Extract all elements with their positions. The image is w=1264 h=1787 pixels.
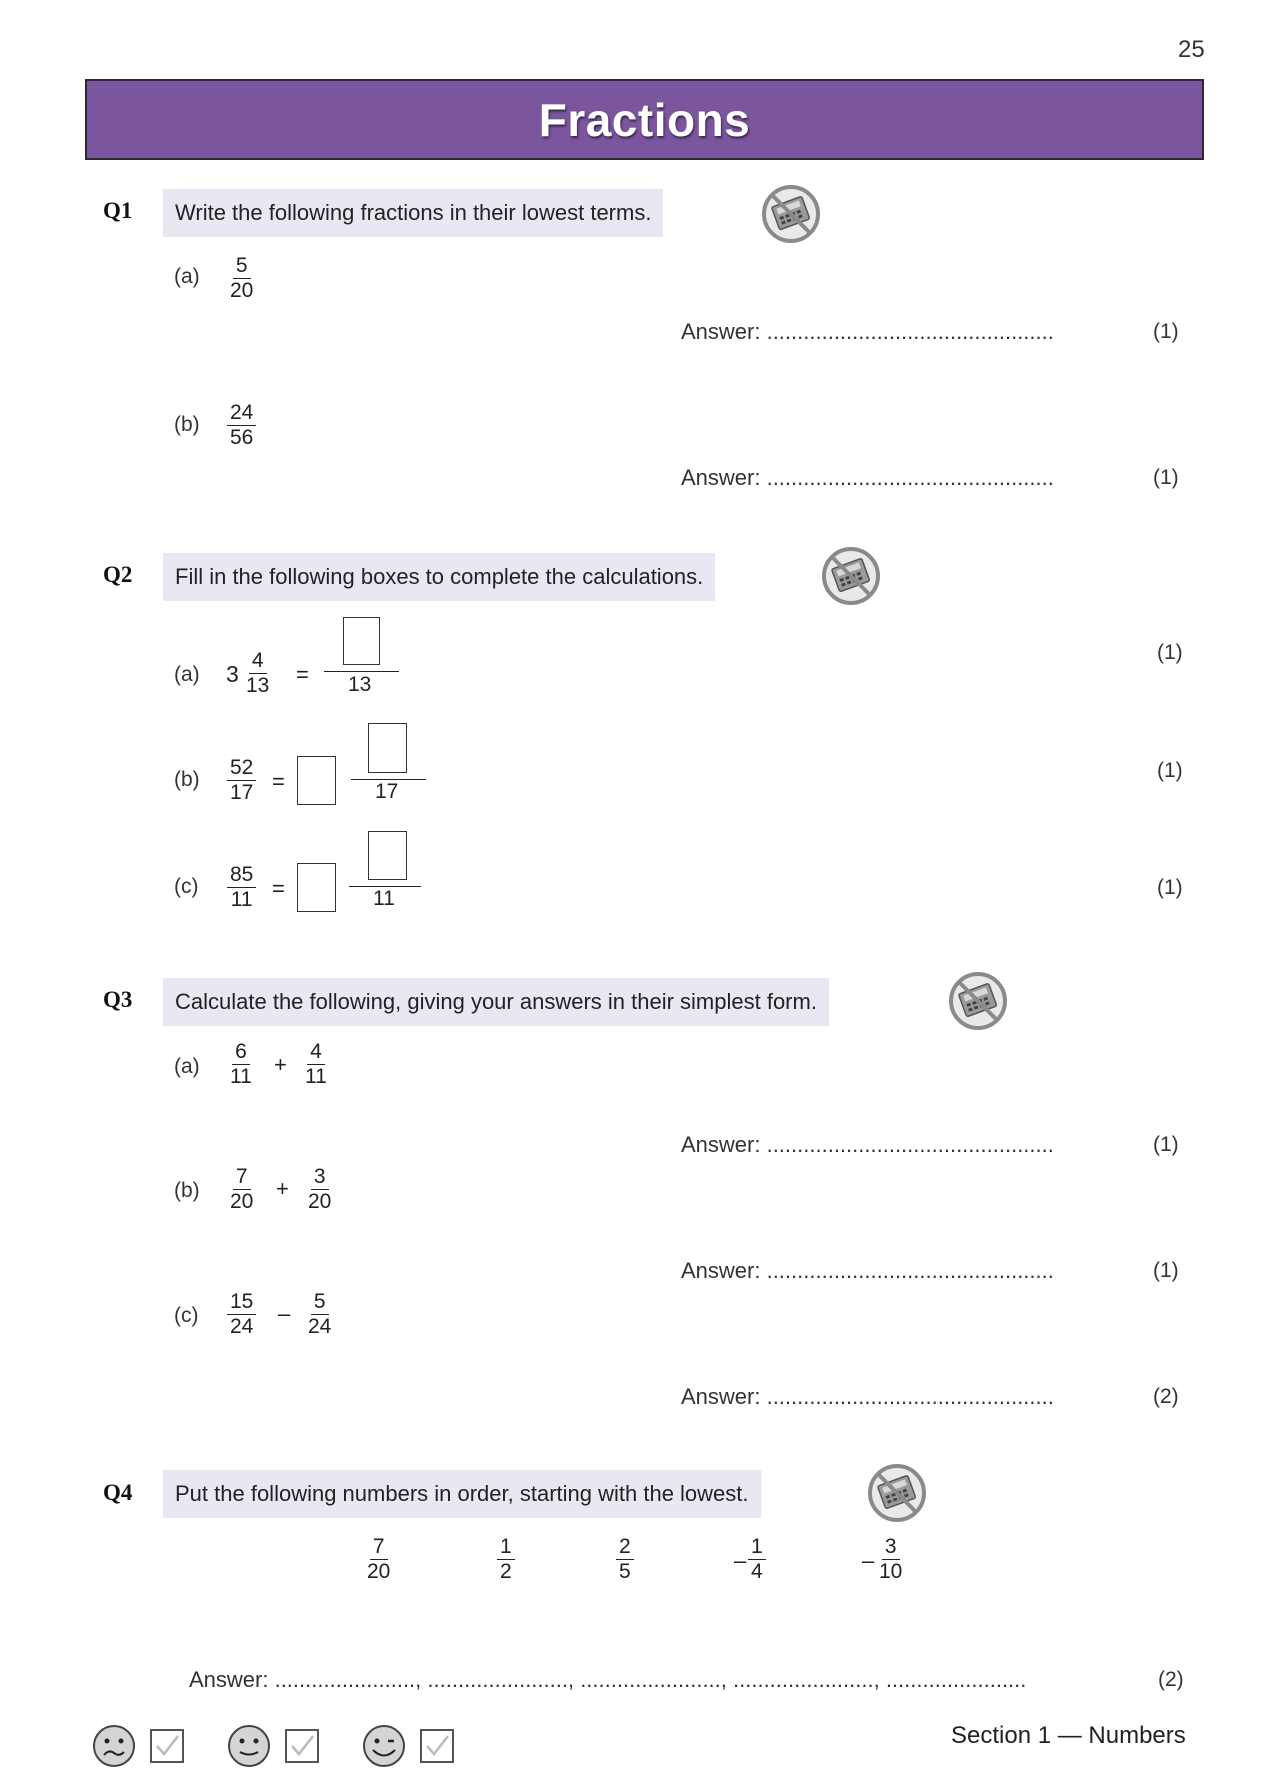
q3-part-a-label: (a) bbox=[174, 1055, 200, 1078]
q3-number: Q3 bbox=[103, 987, 133, 1012]
page-number: 25 bbox=[1178, 36, 1205, 63]
q2-number: Q2 bbox=[103, 562, 133, 587]
q2-part-c-fraction bbox=[227, 864, 256, 911]
numerator: 2 bbox=[616, 1536, 634, 1560]
q4-number-4 bbox=[748, 1536, 766, 1583]
q4-instruction: Put the following numbers in order, starting with the lowest. bbox=[163, 1470, 761, 1518]
numerator: 3 bbox=[311, 1166, 329, 1190]
q3-part-c-label: (c) bbox=[174, 1304, 199, 1327]
q1-part-b-answer-line[interactable]: Answer: ............................................... bbox=[681, 465, 1054, 490]
sad-face-icon[interactable] bbox=[91, 1723, 137, 1769]
equals-sign: = bbox=[296, 662, 309, 687]
q1-part-b-label: (b) bbox=[174, 413, 200, 436]
denominator: 10 bbox=[879, 1560, 903, 1583]
checkbox-happy[interactable] bbox=[419, 1728, 455, 1764]
q3-part-b-marks: (1) bbox=[1153, 1259, 1179, 1282]
no-calculator-icon bbox=[820, 545, 882, 607]
no-calculator-icon bbox=[760, 183, 822, 245]
denominator: 11 bbox=[230, 1065, 252, 1088]
denominator: 5 bbox=[619, 1560, 631, 1583]
q2-part-b-label: (b) bbox=[174, 768, 200, 791]
q4-number-1 bbox=[364, 1536, 393, 1583]
numerator: 15 bbox=[227, 1291, 256, 1315]
denominator: 2 bbox=[500, 1560, 512, 1583]
denominator: 20 bbox=[230, 279, 254, 302]
q2-part-a-whole: 3 bbox=[226, 661, 239, 687]
q1-part-b-marks: (1) bbox=[1153, 466, 1179, 489]
q1-part-a-label: (a) bbox=[174, 265, 200, 288]
denominator: 20 bbox=[230, 1190, 254, 1213]
denominator: 24 bbox=[308, 1315, 332, 1338]
numerator: 85 bbox=[227, 864, 256, 888]
q2-part-c-marks: (1) bbox=[1157, 876, 1183, 899]
q1-part-a-fraction bbox=[227, 255, 256, 302]
q2-instruction: Fill in the following boxes to complete the calculations. bbox=[163, 553, 715, 601]
no-calculator-icon bbox=[866, 1462, 928, 1524]
equals-sign: = bbox=[272, 769, 285, 794]
q2-part-b-rhs-denominator: 17 bbox=[375, 780, 399, 803]
checkbox-sad[interactable] bbox=[149, 1728, 185, 1764]
denominator: 56 bbox=[230, 426, 254, 449]
q3-instruction: Calculate the following, giving your answers in their simplest form. bbox=[163, 978, 829, 1026]
numerator: 6 bbox=[232, 1041, 250, 1065]
denominator: 24 bbox=[230, 1315, 254, 1338]
numerator: 3 bbox=[882, 1536, 900, 1560]
numerator: 1 bbox=[748, 1536, 766, 1560]
q4-number-2 bbox=[497, 1536, 515, 1583]
q3-part-b-fraction-2 bbox=[305, 1166, 334, 1213]
plus-sign: + bbox=[274, 1052, 287, 1077]
q2-part-a-marks: (1) bbox=[1157, 641, 1183, 664]
numerator: 4 bbox=[249, 650, 267, 674]
numerator: 1 bbox=[497, 1536, 515, 1560]
numerator: 4 bbox=[307, 1041, 325, 1065]
numerator: 52 bbox=[227, 757, 256, 781]
title-bar bbox=[85, 79, 1204, 160]
neutral-face-icon[interactable] bbox=[226, 1723, 272, 1769]
denominator: 4 bbox=[751, 1560, 763, 1583]
q3-part-a-marks: (1) bbox=[1153, 1133, 1179, 1156]
minus-sign: – bbox=[278, 1301, 291, 1326]
denominator: 20 bbox=[367, 1560, 391, 1583]
denominator: 13 bbox=[246, 674, 270, 697]
q4-marks: (2) bbox=[1158, 1668, 1184, 1691]
numerator: 5 bbox=[233, 255, 251, 279]
negative-sign: – bbox=[862, 1548, 875, 1573]
q3-part-a-fraction-2 bbox=[302, 1041, 330, 1088]
q4-number-5 bbox=[876, 1536, 905, 1583]
q3-part-b-fraction-1 bbox=[227, 1166, 256, 1213]
equals-sign: = bbox=[272, 876, 285, 901]
q3-part-b-answer-line[interactable]: Answer: ............................................... bbox=[681, 1258, 1054, 1283]
q2-part-b-marks: (1) bbox=[1157, 759, 1183, 782]
q3-part-a-fraction-1 bbox=[227, 1041, 255, 1088]
q2-part-b-whole-box[interactable] bbox=[297, 756, 336, 805]
fraction-bar bbox=[324, 671, 399, 672]
q2-part-a-rhs-denominator: 13 bbox=[348, 673, 372, 696]
happy-face-icon[interactable] bbox=[361, 1723, 407, 1769]
page-title: Fractions bbox=[538, 93, 751, 146]
denominator: 11 bbox=[230, 888, 253, 911]
q4-answer-line[interactable]: Answer: ......................., ......................., ......................., ......................., ....................... bbox=[189, 1667, 1027, 1692]
q4-number: Q4 bbox=[103, 1480, 133, 1505]
q2-part-b-fraction bbox=[227, 757, 256, 804]
denominator: 11 bbox=[305, 1065, 327, 1088]
q2-part-c-whole-box[interactable] bbox=[297, 863, 336, 912]
denominator: 20 bbox=[308, 1190, 332, 1213]
q2-part-b-numerator-box[interactable] bbox=[368, 723, 407, 773]
q3-part-c-fraction-1 bbox=[227, 1291, 256, 1338]
q3-part-c-marks: (2) bbox=[1153, 1385, 1179, 1408]
footer-section-label: Section 1 — Numbers bbox=[951, 1722, 1186, 1749]
q3-part-c-fraction-2 bbox=[305, 1291, 334, 1338]
numerator: 24 bbox=[227, 402, 256, 426]
q3-part-c-answer-line[interactable]: Answer: ............................................... bbox=[681, 1384, 1054, 1409]
q2-part-c-numerator-box[interactable] bbox=[368, 831, 407, 880]
q1-instruction: Write the following fractions in their lowest terms. bbox=[163, 189, 663, 237]
numerator: 7 bbox=[370, 1536, 388, 1560]
q2-part-c-rhs-denominator: 11 bbox=[373, 887, 395, 910]
checkbox-neutral[interactable] bbox=[284, 1728, 320, 1764]
q2-part-a-fraction bbox=[243, 650, 272, 697]
denominator: 17 bbox=[230, 781, 254, 804]
q1-part-a-answer-line[interactable]: Answer: ............................................... bbox=[681, 319, 1054, 344]
q3-part-a-answer-line[interactable]: Answer: ............................................... bbox=[681, 1132, 1054, 1157]
q2-part-a-label: (a) bbox=[174, 663, 200, 686]
numerator: 7 bbox=[233, 1166, 251, 1190]
numerator: 5 bbox=[311, 1291, 329, 1315]
q4-number-3 bbox=[616, 1536, 634, 1583]
plus-sign: + bbox=[276, 1176, 289, 1201]
q3-part-b-label: (b) bbox=[174, 1179, 200, 1202]
q1-part-b-fraction bbox=[227, 402, 256, 449]
q1-part-a-marks: (1) bbox=[1153, 320, 1179, 343]
negative-sign: – bbox=[734, 1548, 747, 1573]
q1-number: Q1 bbox=[103, 198, 133, 223]
q2-part-c-label: (c) bbox=[174, 875, 199, 898]
no-calculator-icon bbox=[947, 970, 1009, 1032]
q2-part-a-numerator-box[interactable] bbox=[343, 617, 380, 665]
